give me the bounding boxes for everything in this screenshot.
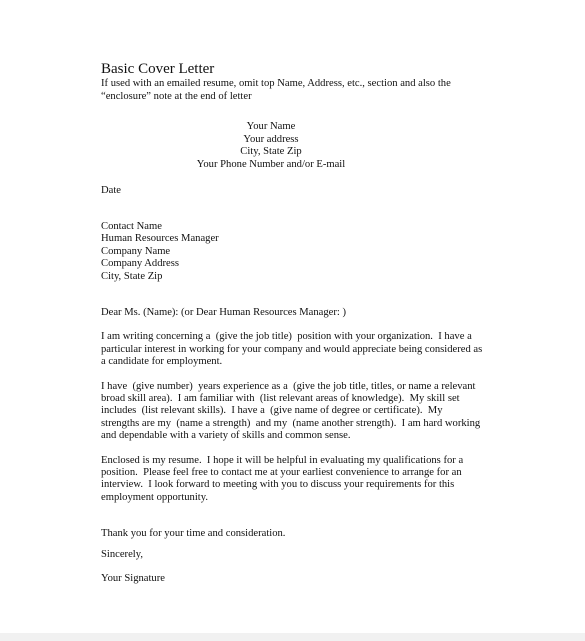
recipient-company-name: Company Name bbox=[101, 245, 171, 257]
signature-text: Your Signature bbox=[101, 573, 165, 585]
thanks-text: Thank you for your time and consideration. bbox=[101, 528, 286, 540]
sender-contact: Your Phone Number and/or E-mail bbox=[196, 158, 346, 170]
paragraph-line: and dependable with a variety of skills and common sense. bbox=[101, 430, 351, 442]
sender-city-state-zip: City, State Zip bbox=[240, 146, 302, 158]
paragraph-line: interview. I look forward to meeting with you to discuss your requirements for this bbox=[101, 479, 455, 491]
letter-content bbox=[101, 61, 501, 586]
recipient-role: Human Resources Manager bbox=[101, 233, 219, 245]
recipient-contact-name: Contact Name bbox=[101, 220, 162, 232]
document-title: Basic Cover Letter bbox=[101, 61, 215, 77]
paragraph-line: a candidate for employment. bbox=[101, 356, 223, 368]
salutation bbox=[101, 307, 501, 319]
paragraph-line: includes (list relevant skills). I have a (give name of degree or certificate). My bbox=[101, 405, 443, 417]
paragraph-line: employment opportunity. bbox=[101, 491, 209, 503]
recipient-company-address: Company Address bbox=[101, 258, 179, 270]
thanks-line bbox=[101, 528, 501, 540]
recipient-info bbox=[101, 221, 501, 283]
paragraph-line: particular interest in working for your company and would appreciate being considered as bbox=[101, 343, 483, 355]
sender-address: Your address bbox=[243, 133, 299, 145]
paragraph-intro bbox=[101, 331, 501, 368]
paragraph-line: I have (give number) years experience as a (give the job title, titles, or name a relevant bbox=[101, 380, 476, 392]
usage-note bbox=[101, 78, 501, 103]
paragraph-line: strengths are my (name a strength) and my (name another strength). I am hard working bbox=[101, 417, 481, 429]
salutation-text: Dear Ms. (Name): (or Dear Human Resources Manager: ) bbox=[101, 307, 347, 318]
paragraph-line: broad skill area). I am familiar with (list relevant areas of knowledge). My skill set bbox=[101, 393, 460, 405]
page-bottom-edge bbox=[0, 633, 585, 641]
recipient-city-state-zip: City, State Zip bbox=[101, 270, 163, 282]
usage-note-line: If used with an emailed resume, omit top Name, Address, etc., section and also the bbox=[101, 78, 451, 89]
paragraph-line: Enclosed is my resume. I hope it will be helpful in evaluating my qualifications for a bbox=[101, 454, 464, 466]
sender-info bbox=[101, 121, 441, 171]
paragraph-experience bbox=[101, 381, 501, 443]
paragraph-closing bbox=[101, 455, 501, 505]
usage-note-line: “enclosure” note at the end of letter bbox=[101, 90, 252, 102]
closing-text: Sincerely, bbox=[101, 548, 143, 560]
signature bbox=[101, 573, 501, 585]
sender-name: Your Name bbox=[246, 121, 296, 133]
letter-date bbox=[101, 185, 501, 197]
date-text: Date bbox=[101, 184, 121, 196]
closing bbox=[101, 549, 501, 561]
paragraph-line: position. Please feel free to contact me at your earliest convenience to arrange for an bbox=[101, 467, 462, 479]
paragraph-line: I am writing concerning a (give the job title) position with your organization. I have a bbox=[101, 331, 472, 343]
